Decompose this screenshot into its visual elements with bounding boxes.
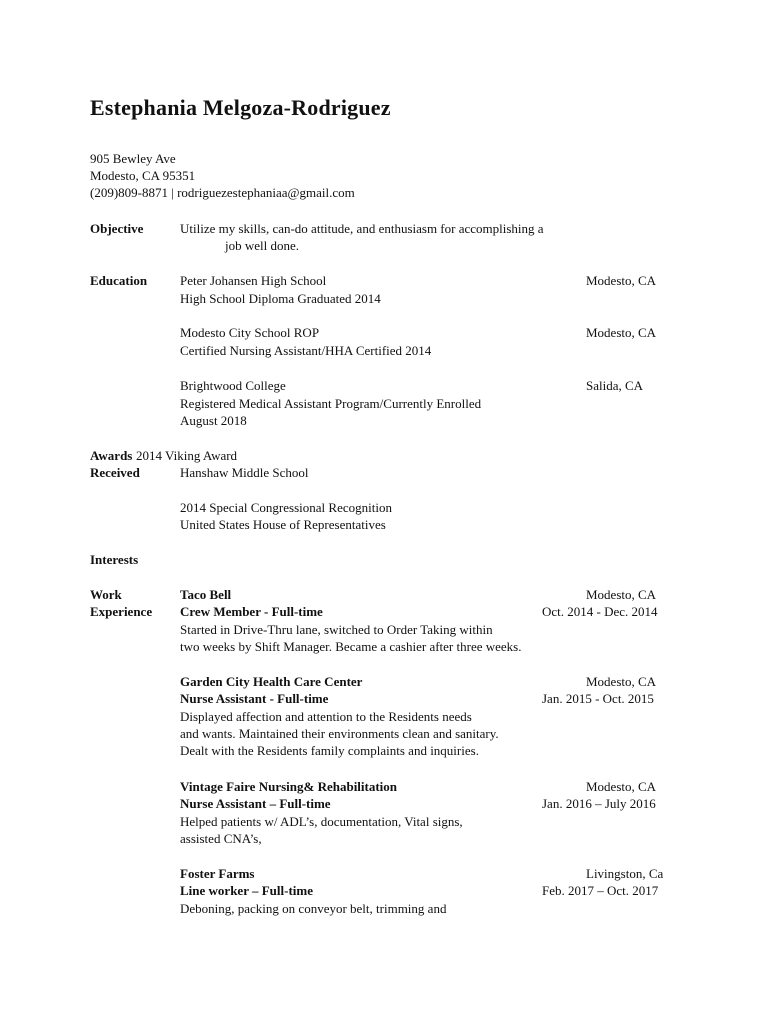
job-role: Nurse Assistant – Full-time (180, 796, 331, 811)
education-school: Brightwood College (180, 378, 286, 393)
job-employer: Vintage Faire Nursing& Rehabilitation (180, 779, 398, 794)
award-org: United States House of Representatives (180, 517, 386, 532)
job-location: Modesto, CA (586, 587, 657, 602)
job-description-line: Displayed affection and attention to the Residents needs (180, 709, 472, 724)
objective-line-2: job well done. (225, 238, 300, 253)
job-employer: Garden City Health Care Center (180, 674, 363, 689)
job-description-line: Deboning, packing on conveyor belt, trimming and (180, 901, 447, 916)
job-dates: Feb. 2017 – Oct. 2017 (542, 883, 659, 898)
education-school: Modesto City School ROP (180, 325, 320, 340)
work-label: Work (90, 587, 122, 602)
awards-label: Awards (90, 448, 133, 463)
education-location: Salida, CA (586, 378, 644, 393)
education-school: Peter Johansen High School (180, 273, 327, 288)
education-detail: High School Diploma Graduated 2014 (180, 291, 381, 306)
phone-email-line: (209)809-8871 | rodriguezestephaniaa@gmail.com (90, 185, 355, 200)
education-detail: Registered Medical Assistant Program/Currently Enrolled (180, 396, 482, 411)
experience-label: Experience (90, 604, 153, 619)
award-title: 2014 Viking Award (136, 448, 238, 463)
education-label: Education (90, 273, 148, 288)
job-role: Line worker – Full-time (180, 883, 313, 898)
job-employer: Foster Farms (180, 866, 255, 881)
education-detail: August 2018 (180, 413, 247, 428)
objective-label: Objective (90, 221, 144, 236)
job-dates: Jan. 2015 - Oct. 2015 (542, 691, 654, 706)
education-location: Modesto, CA (586, 325, 657, 340)
job-dates: Oct. 2014 - Dec. 2014 (542, 604, 658, 619)
job-employer: Taco Bell (180, 587, 232, 602)
job-description-line: Started in Drive-Thru lane, switched to Order Taking within (180, 622, 493, 637)
interests-label: Interests (90, 552, 139, 567)
award-title: 2014 Special Congressional Recognition (180, 500, 392, 515)
award-org: Hanshaw Middle School (180, 465, 309, 480)
job-description-line: and wants. Maintained their environments clean and sanitary. (180, 726, 499, 741)
education-detail: Certified Nursing Assistant/HHA Certified 2014 (180, 343, 432, 358)
received-label: Received (90, 465, 140, 480)
address-line-2: Modesto, CA 95351 (90, 168, 196, 183)
objective-line-1: Utilize my skills, can-do attitude, and enthusiasm for accomplishing a (180, 221, 544, 236)
job-location: Livingston, Ca (586, 866, 664, 881)
candidate-name: Estephania Melgoza-Rodriguez (90, 95, 391, 120)
address-line-1: 905 Bewley Ave (90, 151, 176, 166)
job-location: Modesto, CA (586, 779, 657, 794)
job-description-line: assisted CNA’s, (180, 831, 262, 846)
job-dates: Jan. 2016 – July 2016 (542, 796, 656, 811)
job-role: Nurse Assistant - Full-time (180, 691, 329, 706)
job-role: Crew Member - Full-time (180, 604, 323, 619)
contact-block (90, 150, 355, 201)
job-description-line: Helped patients w/ ADL’s, documentation, Vital signs, (180, 814, 463, 829)
job-location: Modesto, CA (586, 674, 657, 689)
job-description-line: Dealt with the Residents family complaints and inquiries. (180, 743, 479, 758)
education-location: Modesto, CA (586, 273, 657, 288)
job-description-line: two weeks by Shift Manager. Became a cashier after three weeks. (180, 639, 522, 654)
